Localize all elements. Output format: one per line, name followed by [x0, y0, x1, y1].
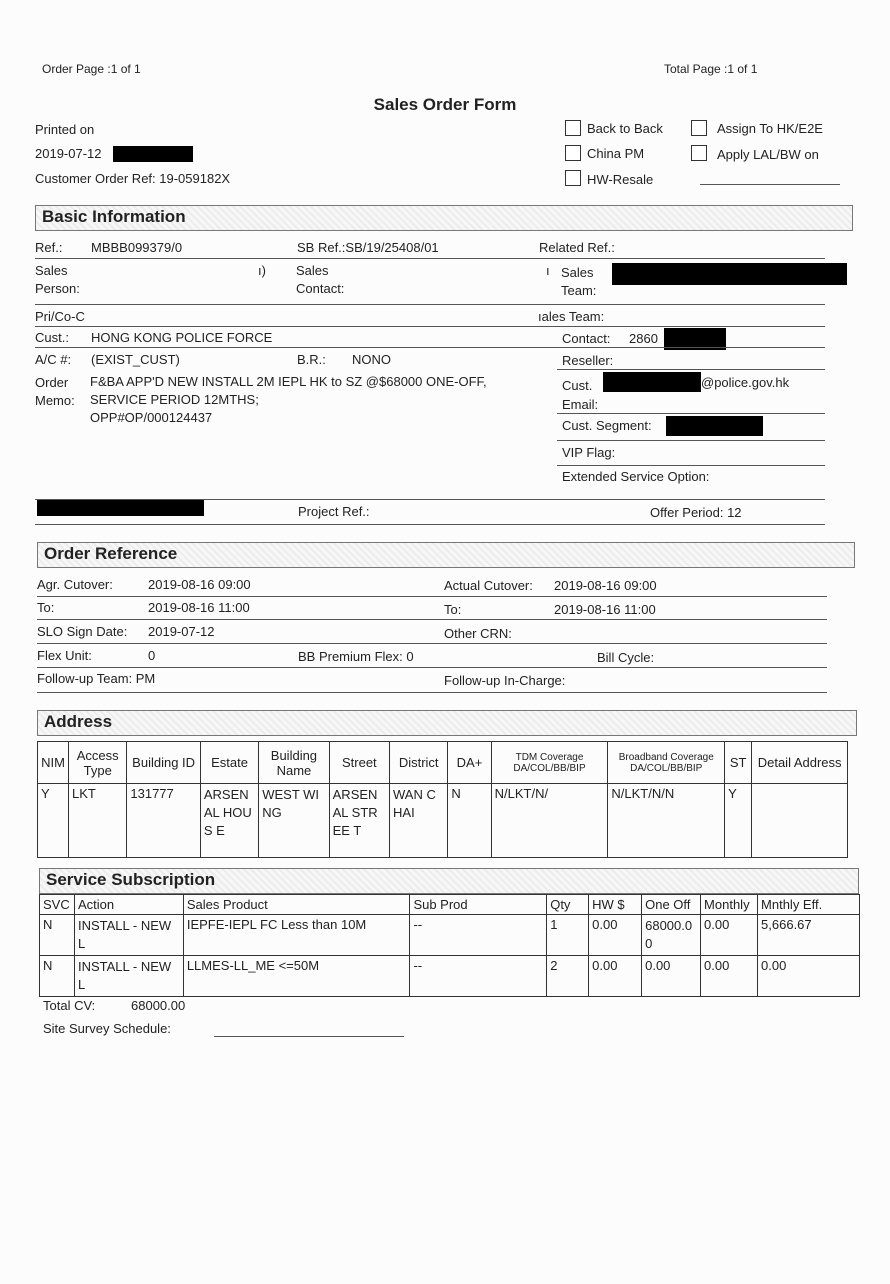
service-cell: INSTALL - NEW L	[74, 956, 183, 997]
divider	[35, 304, 825, 305]
divider	[37, 643, 827, 644]
address-col-header: DA+	[448, 742, 491, 784]
service-cell: N	[40, 915, 75, 956]
address-col-header: District	[390, 742, 448, 784]
address-cell	[752, 784, 848, 858]
redaction-block	[113, 146, 193, 162]
divider	[557, 369, 825, 370]
address-cell: 131777	[127, 784, 200, 858]
service-col-header: Monthly	[701, 895, 758, 915]
address-cell: LKT	[69, 784, 127, 858]
order-memo-line2: SERVICE PERIOD 12MTHS;	[90, 392, 259, 407]
divider	[557, 465, 825, 466]
site-survey-field[interactable]	[214, 1036, 404, 1037]
divider	[557, 440, 825, 441]
offer-period: Offer Period: 12	[650, 505, 742, 520]
address-cell: N	[448, 784, 491, 858]
agr-cutover-value: 2019-08-16 09:00	[148, 577, 251, 592]
address-cell: WEST WING	[259, 784, 329, 858]
ref-value: MBBB099379/0	[91, 240, 183, 255]
sales-person-fragment: ı)	[258, 263, 266, 278]
reseller-label: Reseller:	[562, 353, 614, 368]
cust-label: Cust.:	[35, 330, 69, 345]
sales-contact-label: Sales Contact:	[296, 263, 345, 296]
table-row	[38, 784, 848, 858]
basic-info-heading-text: Basic Information	[42, 207, 186, 226]
order-memo-label: Order Memo:	[35, 375, 75, 408]
address-cell: Y	[725, 784, 752, 858]
service-cell: 5,666.67	[758, 915, 860, 956]
address-col-header: Street	[329, 742, 389, 784]
to-2-value: 2019-08-16 11:00	[554, 602, 656, 617]
service-subscription-heading	[39, 868, 859, 894]
ac-label: A/C #:	[35, 352, 72, 367]
total-cv-label: Total CV:	[43, 998, 96, 1013]
basic-info-heading	[35, 205, 853, 231]
order-memo-line1: F&BA APP'D NEW INSTALL 2M IEPL HK to SZ @$68000 ONE-OFF,	[90, 374, 487, 389]
bb-premium-flex: BB Premium Flex: 0	[298, 649, 414, 664]
address-col-header: Building ID	[127, 742, 200, 784]
ac-value: (EXIST_CUST)	[91, 352, 180, 367]
service-col-header: One Off	[642, 895, 701, 915]
cust-email-domain: @police.gov.hk	[701, 375, 790, 390]
service-cell: IEPFE-IEPL FC Less than 10M	[183, 915, 410, 956]
service-cell: 2	[547, 956, 589, 997]
divider	[37, 619, 827, 620]
to-2-label: To:	[444, 602, 462, 617]
page-title: Sales Order Form	[373, 95, 517, 114]
service-subscription-heading-text: Service Subscription	[46, 870, 216, 889]
bill-cycle-label: Bill Cycle:	[597, 650, 655, 665]
divider	[37, 667, 827, 668]
service-cell: --	[410, 915, 547, 956]
divider	[37, 692, 827, 693]
address-col-header: Estate	[200, 742, 258, 784]
service-col-header: Sub Prod	[410, 895, 547, 915]
address-col-header: ST	[725, 742, 752, 784]
divider	[35, 258, 825, 259]
cust-segment-label: Cust. Segment:	[562, 418, 652, 433]
contact-label: Contact:	[562, 331, 611, 346]
to-label: To:	[37, 600, 55, 615]
customer-order-ref: Customer Order Ref: 19-059182X	[35, 171, 231, 186]
table-row	[40, 956, 860, 997]
assign-to-checkbox[interactable]	[691, 120, 707, 136]
address-col-header: Access Type	[69, 742, 127, 784]
address-heading	[37, 710, 857, 736]
total-cv-value: 68000.00	[131, 998, 186, 1013]
service-col-header: Qty	[547, 895, 589, 915]
service-cell: 68000.00	[642, 915, 701, 956]
sb-ref: SB Ref.:SB/19/25408/01	[297, 240, 439, 255]
br-value: NONO	[352, 352, 391, 367]
followup-team: Follow-up Team: PM	[37, 671, 156, 686]
service-cell: --	[410, 956, 547, 997]
apply-lal-label: Apply LAL/BW on	[717, 147, 819, 162]
service-col-header: Sales Product	[183, 895, 410, 915]
service-col-header: HW $	[589, 895, 642, 915]
service-cell: N	[40, 956, 75, 997]
sales-person-label: Sales Person:	[35, 263, 80, 296]
address-col-header: Broadband Coverage DA/COL/BB/BIP	[608, 742, 725, 784]
other-crn-label: Other CRN:	[444, 626, 512, 641]
divider	[35, 326, 825, 327]
divider	[35, 524, 825, 525]
address-cell: Y	[38, 784, 69, 858]
divider	[557, 413, 825, 414]
service-cell: 0.00	[701, 915, 758, 956]
address-cell: ARSEN AL HOUS E	[200, 784, 258, 858]
service-cell: INSTALL - NEW L	[74, 915, 183, 956]
slo-sign-value: 2019-07-12	[148, 624, 215, 639]
address-col-header: Detail Address	[752, 742, 848, 784]
service-cell: 0.00	[758, 956, 860, 997]
assign-to-label: Assign To HK/E2E	[717, 121, 823, 136]
site-survey-label: Site Survey Schedule:	[43, 1021, 171, 1036]
divider	[700, 184, 840, 185]
vip-flag-label: VIP Flag:	[562, 445, 616, 460]
extended-service-label: Extended Service Option:	[562, 469, 710, 484]
flex-unit-value: 0	[148, 648, 156, 663]
ref-label: Ref.:	[35, 240, 63, 255]
address-cell: WAN CHAI	[390, 784, 448, 858]
sales-team-fragment: ı	[546, 263, 550, 278]
total-page-indicator: Total Page :1 of 1	[664, 62, 758, 76]
address-table	[37, 741, 848, 858]
contact-value: 2860	[629, 331, 658, 346]
service-table	[39, 894, 860, 997]
order-reference-heading	[37, 542, 855, 568]
address-col-header: Building Name	[259, 742, 329, 784]
china-pm-label: China PM	[587, 146, 645, 161]
table-row	[40, 915, 860, 956]
agr-cutover-label: Agr. Cutover:	[37, 577, 113, 592]
actual-cutover-value: 2019-08-16 09:00	[554, 578, 657, 593]
divider	[37, 596, 827, 597]
divider	[35, 347, 825, 348]
redaction-block	[37, 500, 204, 516]
service-col-header: Mnthly Eff.	[758, 895, 860, 915]
redaction-block	[612, 263, 847, 285]
printed-on-date: 2019-07-12	[35, 146, 102, 161]
service-col-header: Action	[74, 895, 183, 915]
printed-on-label: Printed on	[35, 122, 95, 137]
china-pm-checkbox[interactable]	[565, 145, 581, 161]
slo-sign-label: SLO Sign Date:	[37, 624, 128, 639]
sales-team-2-label: ıales Team:	[538, 309, 605, 324]
service-cell: 0.00	[701, 956, 758, 997]
followup-incharge-label: Follow-up In-Charge:	[444, 673, 566, 688]
hw-resale-checkbox[interactable]	[565, 170, 581, 186]
address-heading-text: Address	[44, 712, 113, 731]
back-to-back-checkbox[interactable]	[565, 120, 581, 136]
order-memo-line3: OPP#OP/000124437	[90, 410, 213, 425]
br-label: B.R.:	[297, 352, 326, 367]
back-to-back-label: Back to Back	[587, 121, 663, 136]
actual-cutover-label: Actual Cutover:	[444, 578, 533, 593]
service-cell: 0.00	[589, 915, 642, 956]
address-cell: N/LKT/N/N	[608, 784, 725, 858]
related-ref-label: Related Ref.:	[539, 240, 615, 255]
service-cell: LLMES-LL_ME <=50M	[183, 956, 410, 997]
flex-unit-label: Flex Unit:	[37, 648, 92, 663]
sales-team-label: Sales Team:	[561, 265, 597, 298]
address-col-header: TDM Coverage DA/COL/BB/BIP	[491, 742, 608, 784]
address-cell: ARSEN AL STREE T	[329, 784, 389, 858]
service-col-header: SVC	[40, 895, 75, 915]
redaction-block	[666, 416, 763, 436]
cust-email-label: Cust. Email:	[562, 378, 599, 412]
to-value: 2019-08-16 11:00	[148, 600, 250, 615]
project-ref-label: Project Ref.:	[298, 504, 370, 519]
service-cell: 0.00	[589, 956, 642, 997]
pri-co-label: Pri/Co-C	[35, 309, 85, 324]
redaction-block	[603, 372, 701, 392]
order-reference-heading-text: Order Reference	[44, 544, 178, 563]
address-cell: N/LKT/N/	[491, 784, 608, 858]
order-page-indicator: Order Page :1 of 1	[42, 62, 141, 76]
service-cell: 1	[547, 915, 589, 956]
apply-lal-checkbox[interactable]	[691, 145, 707, 161]
service-header-row	[40, 895, 860, 915]
address-header-row	[38, 742, 848, 784]
service-cell: 0.00	[642, 956, 701, 997]
address-col-header: NIM	[38, 742, 69, 784]
hw-resale-label: HW-Resale	[587, 172, 654, 187]
cust-value: HONG KONG POLICE FORCE	[91, 330, 273, 345]
